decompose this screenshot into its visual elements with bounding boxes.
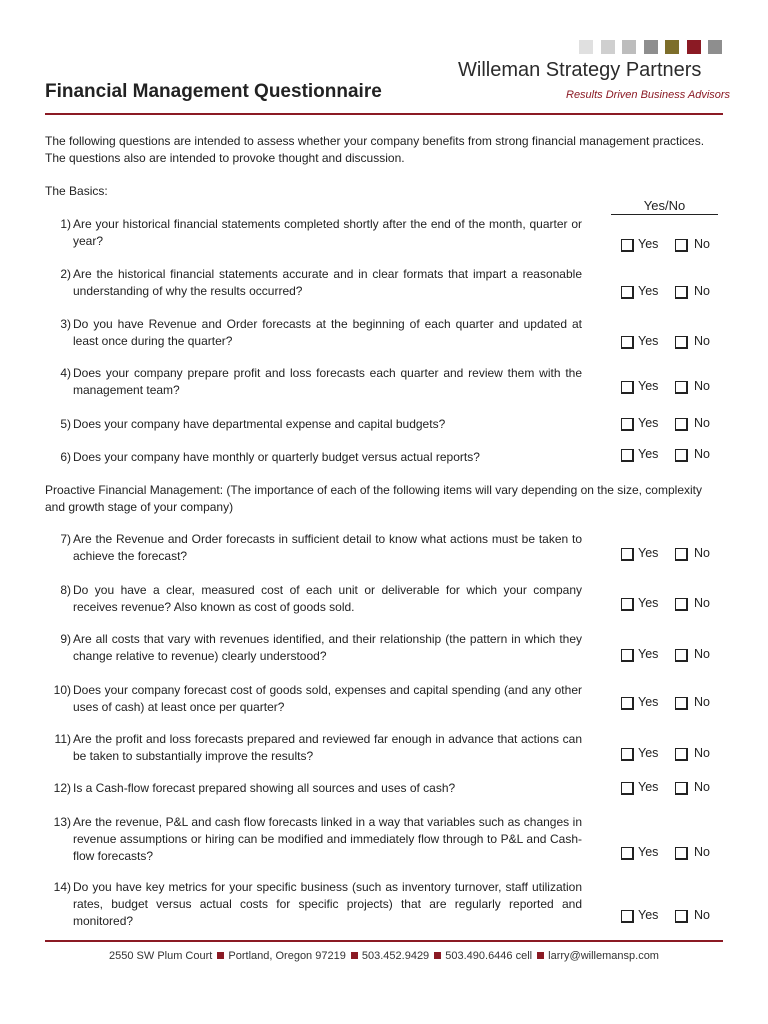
question-item	[45, 449, 582, 466]
checkbox-square-icon	[675, 548, 688, 561]
checkbox-square-icon	[675, 697, 688, 710]
no-label: No	[694, 416, 710, 430]
checkbox-square-icon	[675, 286, 688, 299]
yes-checkbox[interactable]	[621, 596, 633, 612]
question-text: Does your company have monthly or quarterly budget versus actual reports?	[73, 450, 480, 464]
question-item	[45, 416, 582, 433]
question-item	[45, 814, 582, 865]
brand-square	[644, 40, 658, 54]
company-name: Willeman Strategy Partners	[458, 59, 702, 81]
separator-square-icon	[217, 952, 224, 959]
checkbox-square-icon	[675, 649, 688, 662]
no-label: No	[694, 379, 710, 393]
no-checkbox[interactable]	[675, 334, 687, 350]
yes-label: Yes	[638, 237, 659, 251]
question-number: 14)	[53, 880, 71, 894]
yes-checkbox[interactable]	[621, 908, 633, 924]
checkbox-square-icon	[621, 847, 634, 860]
yes-checkbox[interactable]	[621, 845, 633, 861]
checkbox-square-icon	[675, 239, 688, 252]
question-text: Is a Cash-flow forecast prepared showing all sources and uses of cash?	[73, 781, 456, 795]
brand-squares	[579, 40, 729, 54]
question-text: Are the historical financial statements accurate and in clear formats that impart a reasonable understanding of why the results occurred?	[73, 267, 582, 298]
brand-square	[622, 40, 636, 54]
question-item	[45, 631, 582, 665]
yes-label: Yes	[638, 416, 659, 430]
question-text: Are the profit and loss forecasts prepared and reviewed far enough in advance that actions can be taken to substantially improve the results?	[73, 732, 582, 763]
question-text: Are all costs that vary with revenues identified, and their relationship (the pattern in which they change relative to revenue) clearly understood?	[73, 632, 582, 663]
footer-contact	[0, 950, 768, 962]
question-number: 8)	[60, 583, 71, 597]
no-checkbox[interactable]	[675, 780, 687, 796]
no-label: No	[694, 647, 710, 661]
yes-checkbox[interactable]	[621, 237, 633, 253]
yes-label: Yes	[638, 596, 659, 610]
question-text: Does your company forecast cost of goods sold, expenses and capital spending (and any other uses of cash) at least once per quarter?	[73, 683, 582, 714]
yes-checkbox[interactable]	[621, 379, 633, 395]
yes-checkbox[interactable]	[621, 447, 633, 463]
checkbox-square-icon	[621, 449, 634, 462]
checkbox-square-icon	[675, 847, 688, 860]
company-tagline: Results Driven Business Advisors	[566, 89, 731, 101]
footer-cell: 503.490.6446 cell	[445, 950, 533, 962]
question-number: 12)	[53, 781, 71, 795]
question-number: 5)	[60, 417, 71, 431]
question-number: 9)	[60, 632, 71, 646]
brand-square	[708, 40, 722, 54]
checkbox-square-icon	[621, 286, 634, 299]
checkbox-square-icon	[621, 598, 634, 611]
brand-square	[687, 40, 701, 54]
question-number: 10)	[53, 683, 71, 697]
no-label: No	[694, 546, 710, 560]
checkbox-square-icon	[675, 598, 688, 611]
question-item	[45, 682, 582, 716]
checkbox-square-icon	[675, 381, 688, 394]
question-item	[45, 582, 582, 616]
question-text: Do you have key metrics for your specific business (such as inventory turnover, staff utilization rates, budget versus actual costs for specific projects) that are regularly reported and monitored?	[73, 880, 582, 928]
intro-paragraph: The following questions are intended to assess whether your company benefits from strong financial management practices. The questions also are intended to provoke thought and discussion.	[45, 134, 705, 165]
checkbox-square-icon	[621, 748, 634, 761]
footer-divider	[45, 940, 723, 942]
no-label: No	[694, 334, 710, 348]
question-text: Do you have Revenue and Order forecasts at the beginning of each quarter and updated at least once during the quarter?	[73, 317, 582, 348]
checkbox-square-icon	[621, 649, 634, 662]
no-label: No	[694, 237, 710, 251]
no-label: No	[694, 695, 710, 709]
no-checkbox[interactable]	[675, 596, 687, 612]
separator-square-icon	[537, 952, 544, 959]
yes-checkbox[interactable]	[621, 647, 633, 663]
yes-checkbox[interactable]	[621, 284, 633, 300]
header-divider	[45, 113, 723, 115]
yes-checkbox[interactable]	[621, 780, 633, 796]
separator-square-icon	[351, 952, 358, 959]
question-number: 2)	[60, 267, 71, 281]
checkbox-square-icon	[621, 418, 634, 431]
question-text: Are your historical financial statements completed shortly after the end of the month, quarter or year?	[73, 217, 582, 248]
answer-column-header: Yes/No	[643, 198, 686, 213]
no-label: No	[694, 284, 710, 298]
question-text: Are the revenue, P&L and cash flow forecasts linked in a way that variables such as changes in revenue assumptions or hiring can be modified and immediately flow through to P&L and Cash-flow forecasts?	[73, 815, 582, 863]
yes-label: Yes	[638, 746, 659, 760]
checkbox-square-icon	[675, 418, 688, 431]
checkbox-square-icon	[675, 910, 688, 923]
no-checkbox[interactable]	[675, 647, 687, 663]
question-text: Does your company prepare profit and loss forecasts each quarter and review them with the management team?	[73, 366, 582, 397]
checkbox-square-icon	[621, 910, 634, 923]
question-number: 11)	[54, 732, 71, 746]
checkbox-square-icon	[621, 239, 634, 252]
question-item	[45, 316, 582, 350]
no-label: No	[694, 780, 710, 794]
no-checkbox[interactable]	[675, 284, 687, 300]
yes-label: Yes	[638, 908, 659, 922]
question-text: Do you have a clear, measured cost of each unit or deliverable for which your company receives revenue? Also known as cost of goods sold.	[73, 583, 582, 614]
checkbox-square-icon	[621, 381, 634, 394]
no-label: No	[694, 908, 710, 922]
checkbox-square-icon	[621, 697, 634, 710]
question-text: Does your company have departmental expense and capital budgets?	[73, 417, 446, 431]
no-checkbox[interactable]	[675, 845, 687, 861]
question-item	[45, 879, 582, 930]
question-item	[45, 266, 582, 300]
brand-square	[601, 40, 615, 54]
section-basics-heading: The Basics:	[45, 184, 108, 198]
question-item	[45, 216, 582, 250]
checkbox-square-icon	[621, 336, 634, 349]
yes-checkbox[interactable]	[621, 746, 633, 762]
footer-city: Portland, Oregon 97219	[228, 950, 346, 962]
checkbox-square-icon	[675, 748, 688, 761]
brand-square	[579, 40, 593, 54]
no-checkbox[interactable]	[675, 237, 687, 253]
page-title: Financial Management Questionnaire	[45, 81, 382, 102]
no-checkbox[interactable]	[675, 447, 687, 463]
checkbox-square-icon	[675, 336, 688, 349]
no-checkbox[interactable]	[675, 546, 687, 562]
no-checkbox[interactable]	[675, 908, 687, 924]
checkbox-square-icon	[675, 782, 688, 795]
yes-label: Yes	[638, 284, 659, 298]
question-number: 13)	[53, 815, 71, 829]
separator-square-icon	[434, 952, 441, 959]
question-number: 6)	[60, 450, 71, 464]
question-item	[45, 531, 582, 565]
yes-checkbox[interactable]	[621, 695, 633, 711]
yes-label: Yes	[638, 695, 659, 709]
yes-checkbox[interactable]	[621, 546, 633, 562]
section-proactive-heading: Proactive Financial Management: (The importance of each of the following items will vary depending on the size, complexity and growth stage of your company)	[45, 483, 702, 514]
no-label: No	[694, 596, 710, 610]
question-item	[45, 731, 582, 765]
no-label: No	[694, 845, 710, 859]
yes-label: Yes	[638, 546, 659, 560]
yes-label: Yes	[638, 845, 659, 859]
question-number: 7)	[60, 532, 71, 546]
no-checkbox[interactable]	[675, 695, 687, 711]
yes-label: Yes	[638, 647, 659, 661]
question-number: 4)	[60, 366, 71, 380]
yes-label: Yes	[638, 447, 659, 461]
checkbox-square-icon	[621, 782, 634, 795]
footer-phone: 503.452.9429	[361, 950, 430, 962]
no-label: No	[694, 447, 710, 461]
footer-address: 2550 SW Plum Court	[109, 950, 213, 962]
yes-checkbox[interactable]	[621, 416, 633, 432]
brand-square	[665, 40, 679, 54]
yes-label: Yes	[638, 379, 659, 393]
question-item	[45, 780, 582, 797]
yes-checkbox[interactable]	[621, 334, 633, 350]
footer-email: larry@willemansp.com	[548, 950, 659, 962]
question-number: 3)	[60, 317, 71, 331]
question-text: Are the Revenue and Order forecasts in sufficient detail to know what actions must be taken to achieve the forecast?	[73, 532, 582, 563]
yes-label: Yes	[638, 780, 659, 794]
no-checkbox[interactable]	[675, 379, 687, 395]
answer-header-underline	[611, 214, 718, 215]
yes-label: Yes	[638, 334, 659, 348]
question-number: 1)	[60, 217, 71, 231]
no-checkbox[interactable]	[675, 416, 687, 432]
checkbox-square-icon	[621, 548, 634, 561]
no-checkbox[interactable]	[675, 746, 687, 762]
question-item	[45, 365, 582, 399]
no-label: No	[694, 746, 710, 760]
checkbox-square-icon	[675, 449, 688, 462]
